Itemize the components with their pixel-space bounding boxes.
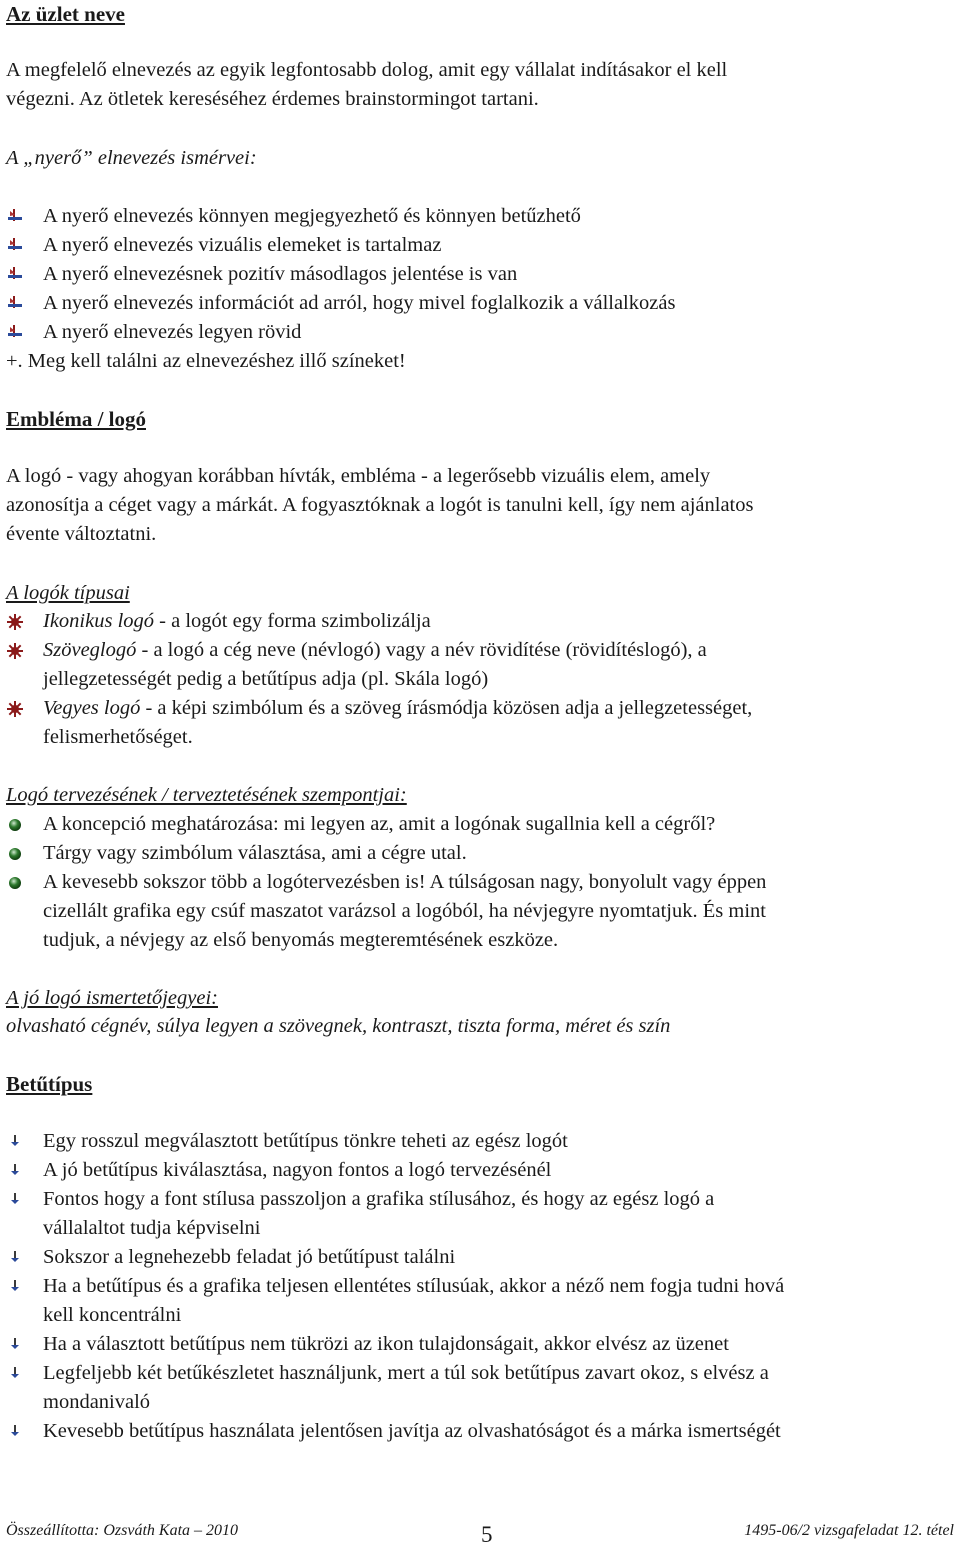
logo-type-desc: - a logó a cég neve (névlogó) vagy a név rövidítése (rövidítéslogó), a	[136, 639, 707, 661]
footer-exam-ref: 1495-06/2 vizsgafeladat 12. tétel	[744, 1522, 954, 1539]
font-point-text-cont: mondanivaló	[43, 1391, 151, 1413]
logo-type-desc: - a képi szimbólum és a szöveg írásmódja közösen adja a jellegzetességet,	[140, 697, 753, 719]
small-arrow-down-icon	[6, 1132, 24, 1150]
font-point-text: Legfeljebb két betűkészletet használjunk, mert a túl sok betűtípus zavart okoz, s elvész a	[43, 1362, 769, 1384]
logo-type-term: Ikonikus logó	[43, 610, 155, 632]
good-logo-traits: olvasható cégnév, súlya legyen a szövegnek, kontraszt, tiszta forma, méret és szín	[6, 1015, 671, 1037]
design-point-text: Tárgy vagy szimbólum választása, ami a cégre utal.	[43, 842, 467, 864]
good-logo-heading: A jó logó ismertetőjegyei:	[6, 987, 218, 1009]
font-point-text: Fontos hogy a font stílusa passzoljon a grafika stílusához, és hogy az egész logó a	[43, 1188, 715, 1210]
design-point-text: A koncepció meghatározása: mi legyen az, amit a logónak sugallnia kell a cégről?	[43, 813, 716, 835]
logo-type-desc-cont: felismerhetőséget.	[43, 726, 193, 748]
logo-type-text	[43, 694, 752, 723]
section-title-typeface: Betűtípus	[6, 1072, 93, 1096]
font-point-text: Ha a választott betűtípus nem tükrözi az ikon tulajdonságait, akkor elvész az üzenet	[43, 1333, 729, 1355]
arrow-down-flag-icon	[6, 323, 24, 341]
logo-type-text	[43, 607, 431, 636]
logo-type-text	[43, 636, 707, 665]
arrow-down-flag-icon	[6, 207, 24, 225]
small-arrow-down-icon	[6, 1248, 24, 1266]
logo-paragraph	[6, 462, 906, 549]
page-number: 5	[481, 1522, 493, 1547]
small-arrow-down-icon	[6, 1277, 24, 1295]
green-sphere-icon	[6, 874, 24, 892]
color-note: +. Meg kell találni az elnevezéshez illő színeket!	[6, 350, 406, 372]
criteria-heading: A „nyerő” elnevezés ismérvei:	[6, 147, 257, 169]
font-point-text: Kevesebb betűtípus használata jelentősen javítja az olvashatóságot és a márka ismertségét	[43, 1420, 781, 1442]
small-arrow-down-icon	[6, 1335, 24, 1353]
paragraph-line: A logó - vagy ahogyan korábban hívták, embléma - a legerősebb vizuális elem, amely	[6, 465, 711, 487]
font-point-text: Sokszor a legnehezebb feladat jó betűtípust találni	[43, 1246, 456, 1268]
logo-type-term: Vegyes logó	[43, 697, 141, 719]
criteria-text: A nyerő elnevezés könnyen megjegyezhető és könnyen betűzhető	[43, 205, 581, 227]
arrow-down-flag-icon	[6, 294, 24, 312]
design-heading: Logó tervezésének / terveztetésének szempontjai:	[6, 784, 407, 806]
red-star-icon	[6, 700, 24, 718]
design-point-text: A kevesebb sokszor több a logótervezésben is! A túlságosan nagy, bonyolult vagy éppen	[43, 871, 767, 893]
logo-type-term: Szöveglogó	[43, 639, 137, 661]
design-point-text-cont: cizellált grafika egy csúf maszatot varázsol a logóból, ha névjegyre nyomtatjuk. És mint	[43, 900, 766, 922]
criteria-text: A nyerő elnevezés információt ad arról, hogy mivel foglalkozik a vállalkozás	[43, 292, 676, 314]
small-arrow-down-icon	[6, 1364, 24, 1382]
logo-type-desc-cont: jellegzetességét pedig a betűtípus adja (pl. Skála logó)	[43, 668, 489, 690]
footer-author: Összeállította: Ozsváth Kata – 2010	[6, 1522, 239, 1539]
intro-line: A megfelelő elnevezés az egyik legfontosabb dolog, amit egy vállalat indításakor el kell	[6, 59, 728, 81]
font-point-text: Egy rosszul megválasztott betűtípus tönkre teheti az egész logót	[43, 1130, 568, 1152]
small-arrow-down-icon	[6, 1422, 24, 1440]
green-sphere-icon	[6, 816, 24, 834]
paragraph-line: évente változtatni.	[6, 523, 157, 545]
design-point-text-cont: tudjuk, a névjegy az első benyomás megteremtésének eszköze.	[43, 929, 559, 951]
font-point-text: A jó betűtípus kiválasztása, nagyon fontos a logó tervezésénél	[43, 1159, 552, 1181]
logo-type-desc: - a logót egy forma szimbolizálja	[154, 610, 431, 632]
green-sphere-icon	[6, 845, 24, 863]
font-point-text: Ha a betűtípus és a grafika teljesen ellentétes stílusúak, akkor a néző nem fogja tudni hová	[43, 1275, 785, 1297]
section-title-business-name: Az üzlet neve	[6, 2, 125, 26]
criteria-text: A nyerő elnevezés vizuális elemeket is tartalmaz	[43, 234, 442, 256]
criteria-text: A nyerő elnevezés legyen rövid	[43, 321, 302, 343]
red-star-icon	[6, 613, 24, 631]
font-point-text-cont: vállalaltot tudja képviselni	[43, 1217, 261, 1239]
paragraph-line: azonosítja a céget vagy a márkát. A fogyasztóknak a logót is tanulni kell, így nem ajánlatos	[6, 494, 754, 516]
small-arrow-down-icon	[6, 1161, 24, 1179]
arrow-down-flag-icon	[6, 265, 24, 283]
font-point-text-cont: kell koncentrálni	[43, 1304, 182, 1326]
red-star-icon	[6, 642, 24, 660]
criteria-text: A nyerő elnevezésnek pozitív másodlagos jelentése is van	[43, 263, 518, 285]
arrow-down-flag-icon	[6, 236, 24, 254]
intro-paragraph	[6, 56, 906, 114]
small-arrow-down-icon	[6, 1190, 24, 1208]
intro-line: végezni. Az ötletek kereséséhez érdemes brainstormingot tartani.	[6, 88, 539, 110]
section-title-emblem-logo: Embléma / logó	[6, 407, 146, 431]
logo-types-heading: A logók típusai	[6, 582, 130, 604]
